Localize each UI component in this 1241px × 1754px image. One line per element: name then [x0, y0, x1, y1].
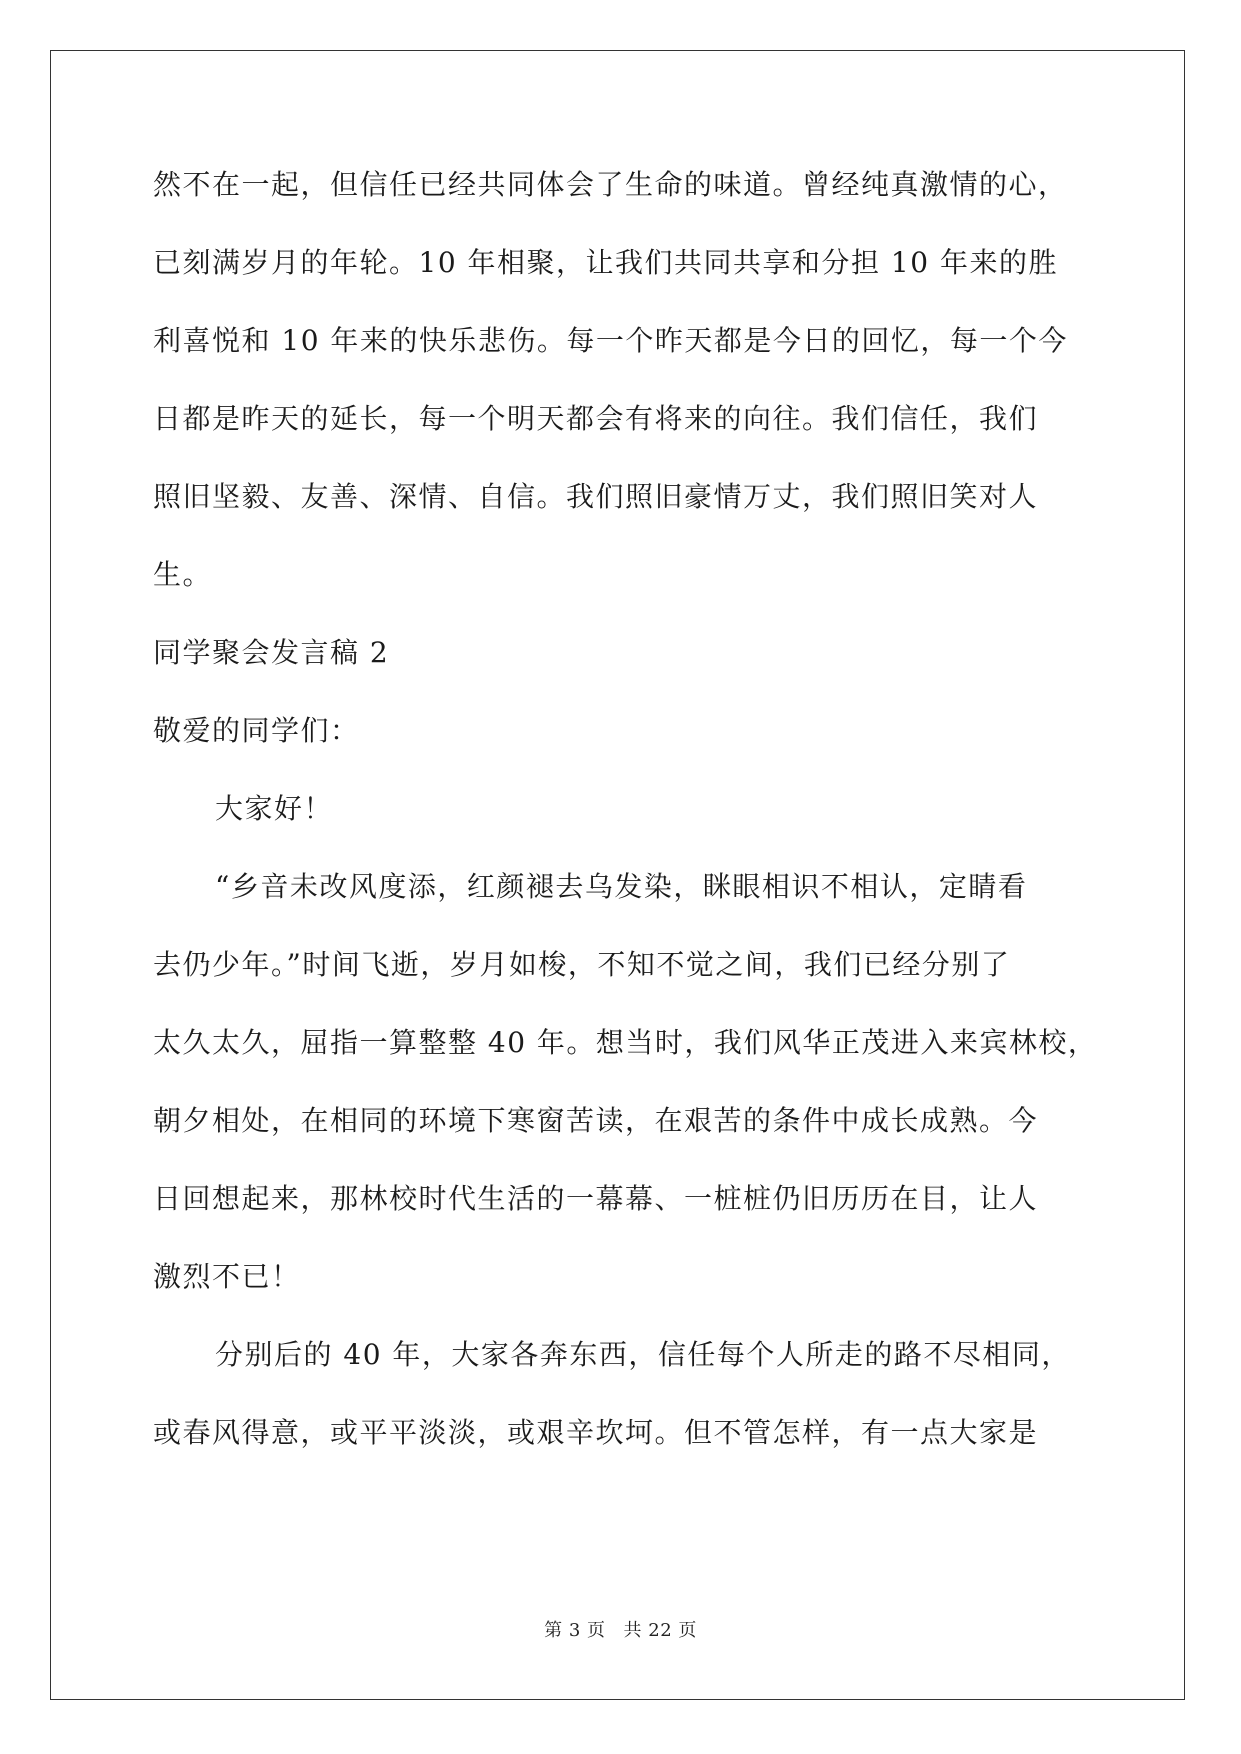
text-line: 太久太久，屈指一算整整 40 年。想当时，我们风华正茂进入来宾林校，	[153, 1026, 1098, 1059]
text-line: 日回想起来，那林校时代生活的一幕幕、一桩桩仍旧历历在目，让人	[153, 1182, 1039, 1215]
text-line: 或春风得意，或平平淡淡，或艰辛坎坷。但不管怎样，有一点大家是	[153, 1416, 1039, 1449]
salutation: 敬爱的同学们：	[153, 714, 360, 747]
text-line: 朝夕相处，在相同的环境下寒窗苦读，在艰苦的条件中成长成熟。今	[153, 1104, 1039, 1137]
text-line: 生。	[153, 558, 213, 591]
text-line: “乡音未改风度添，红颜褪去乌发染，眯眼相识不相认，定睛看	[215, 870, 1028, 903]
page-total: 共 22 页	[623, 1620, 697, 1641]
section-title: 同学聚会发言稿 2	[153, 636, 390, 669]
text-line: 激烈不已！	[153, 1260, 301, 1293]
document-body	[153, 146, 1098, 1472]
text-line: 照旧坚毅、友善、深情、自信。我们照旧豪情万丈，我们照旧笑对人	[153, 480, 1039, 513]
text-line: 利喜悦和 10 年来的快乐悲伤。每一个昨天都是今日的回忆，每一个今	[153, 324, 1068, 357]
page-number: 第 3 页	[544, 1620, 606, 1641]
text-line: 然不在一起，但信任已经共同体会了生命的味道。曾经纯真激情的心，	[153, 168, 1068, 201]
greeting: 大家好！	[215, 792, 334, 825]
text-line: 已刻满岁月的年轮。10 年相聚，让我们共同共享和分担 10 年来的胜	[153, 246, 1058, 279]
text-line: 分别后的 40 年，大家各奔东西，信任每个人所走的路不尽相同，	[215, 1338, 1071, 1371]
text-line: 去仍少年。”时间飞逝，岁月如梭，不知不觉之间，我们已经分别了	[153, 948, 1011, 981]
text-line: 日都是昨天的延长，每一个明天都会有将来的向往。我们信任，我们	[153, 402, 1039, 435]
page-footer	[0, 1616, 1241, 1642]
